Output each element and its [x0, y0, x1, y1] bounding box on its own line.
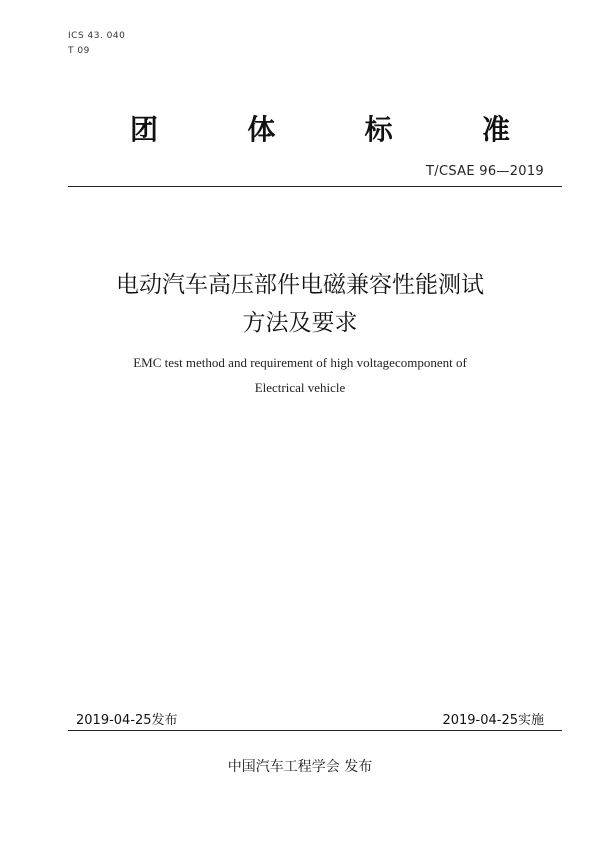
- ics-code: ICS 43. 040: [68, 31, 126, 41]
- standard-number: T/CSAE 96—2019: [426, 164, 544, 179]
- chinese-title: [0, 266, 600, 342]
- english-title: [0, 350, 600, 400]
- standard-type-heading: [130, 108, 510, 148]
- english-title-line-2: Electrical vehicle: [254, 380, 346, 395]
- standard-type-char: 团: [130, 113, 159, 146]
- standard-type-char: 体: [247, 113, 276, 146]
- ccs-code: T 09: [68, 46, 90, 56]
- issue-date: 2019-04-25发布: [76, 713, 178, 728]
- implementation-date: 2019-04-25实施: [442, 713, 544, 728]
- chinese-title-line-1: 电动汽车高压部件电磁兼容性能测试: [116, 272, 484, 298]
- english-title-line-1: EMC test method and requirement of high voltagecomponent of: [133, 355, 467, 370]
- standard-type-char: 准: [481, 113, 510, 146]
- top-divider: [68, 186, 562, 187]
- standard-type-char: 标: [364, 113, 393, 146]
- bottom-divider: [68, 730, 562, 731]
- chinese-title-line-2: 方法及要求: [242, 310, 358, 336]
- publisher: 中国汽车工程学会 发布: [227, 759, 373, 775]
